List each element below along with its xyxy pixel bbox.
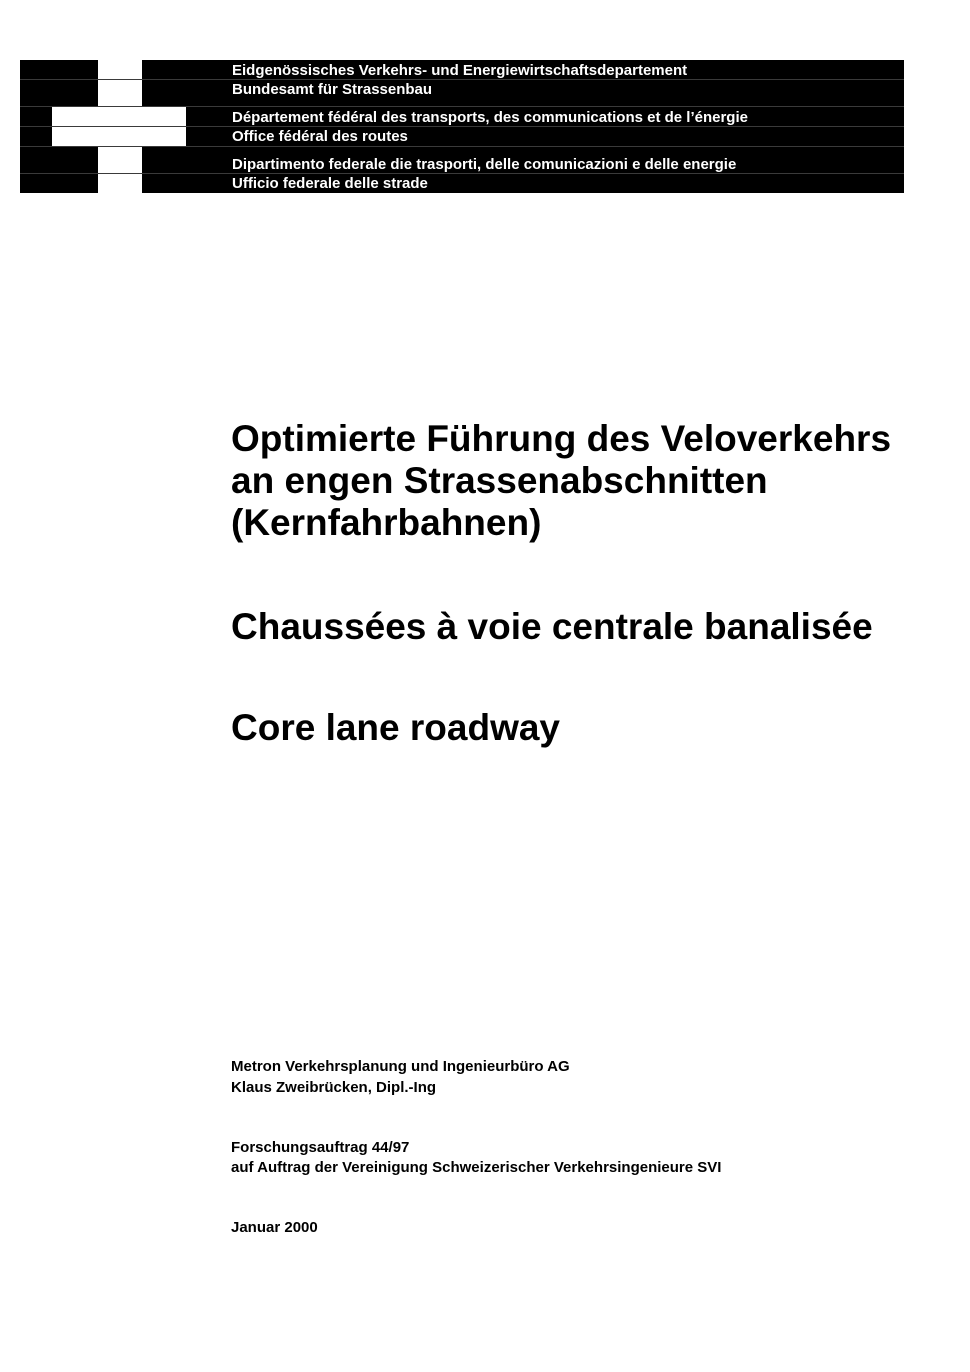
- band-separator: [20, 79, 904, 80]
- research-order: Forschungsauftrag 44/97: [231, 1139, 410, 1156]
- header-de-office: Bundesamt für Strassenbau: [232, 81, 433, 98]
- title-german-line: (Kernfahrbahnen): [231, 502, 542, 543]
- band-separator: [20, 126, 904, 127]
- band-separator: [20, 146, 904, 147]
- header-fr-office: Office fédéral des routes: [232, 128, 408, 145]
- author-person: Klaus Zweibrücken, Dipl.-Ing: [231, 1079, 437, 1096]
- band-separator: [20, 106, 904, 107]
- header-fr-department: Département fédéral des transports, des communications et de l’énergie: [232, 109, 748, 126]
- title-english: Core lane roadway: [231, 707, 561, 748]
- publication-date: Januar 2000: [231, 1219, 318, 1236]
- title-german-line: Optimierte Führung des Veloverkehrs: [231, 418, 892, 459]
- header-band: [20, 60, 904, 193]
- research-commission: auf Auftrag der Vereinigung Schweizerischer Verkehrsingenieure SVI: [231, 1159, 722, 1176]
- title-german: [231, 418, 931, 544]
- author-company: Metron Verkehrsplanung und Ingenieurbüro AG: [231, 1058, 570, 1075]
- header-de-department: Eidgenössisches Verkehrs- und Energiewirtschaftsdepartement: [232, 62, 688, 79]
- title-french: Chaussées à voie centrale banalisée: [231, 606, 873, 647]
- header-it-office: Ufficio federale delle strade: [232, 175, 428, 192]
- header-it-department: Dipartimento federale die trasporti, delle comunicazioni e delle energie: [232, 156, 737, 173]
- band-separator: [20, 173, 904, 174]
- title-german-line: an engen Strassenabschnitten: [231, 460, 768, 501]
